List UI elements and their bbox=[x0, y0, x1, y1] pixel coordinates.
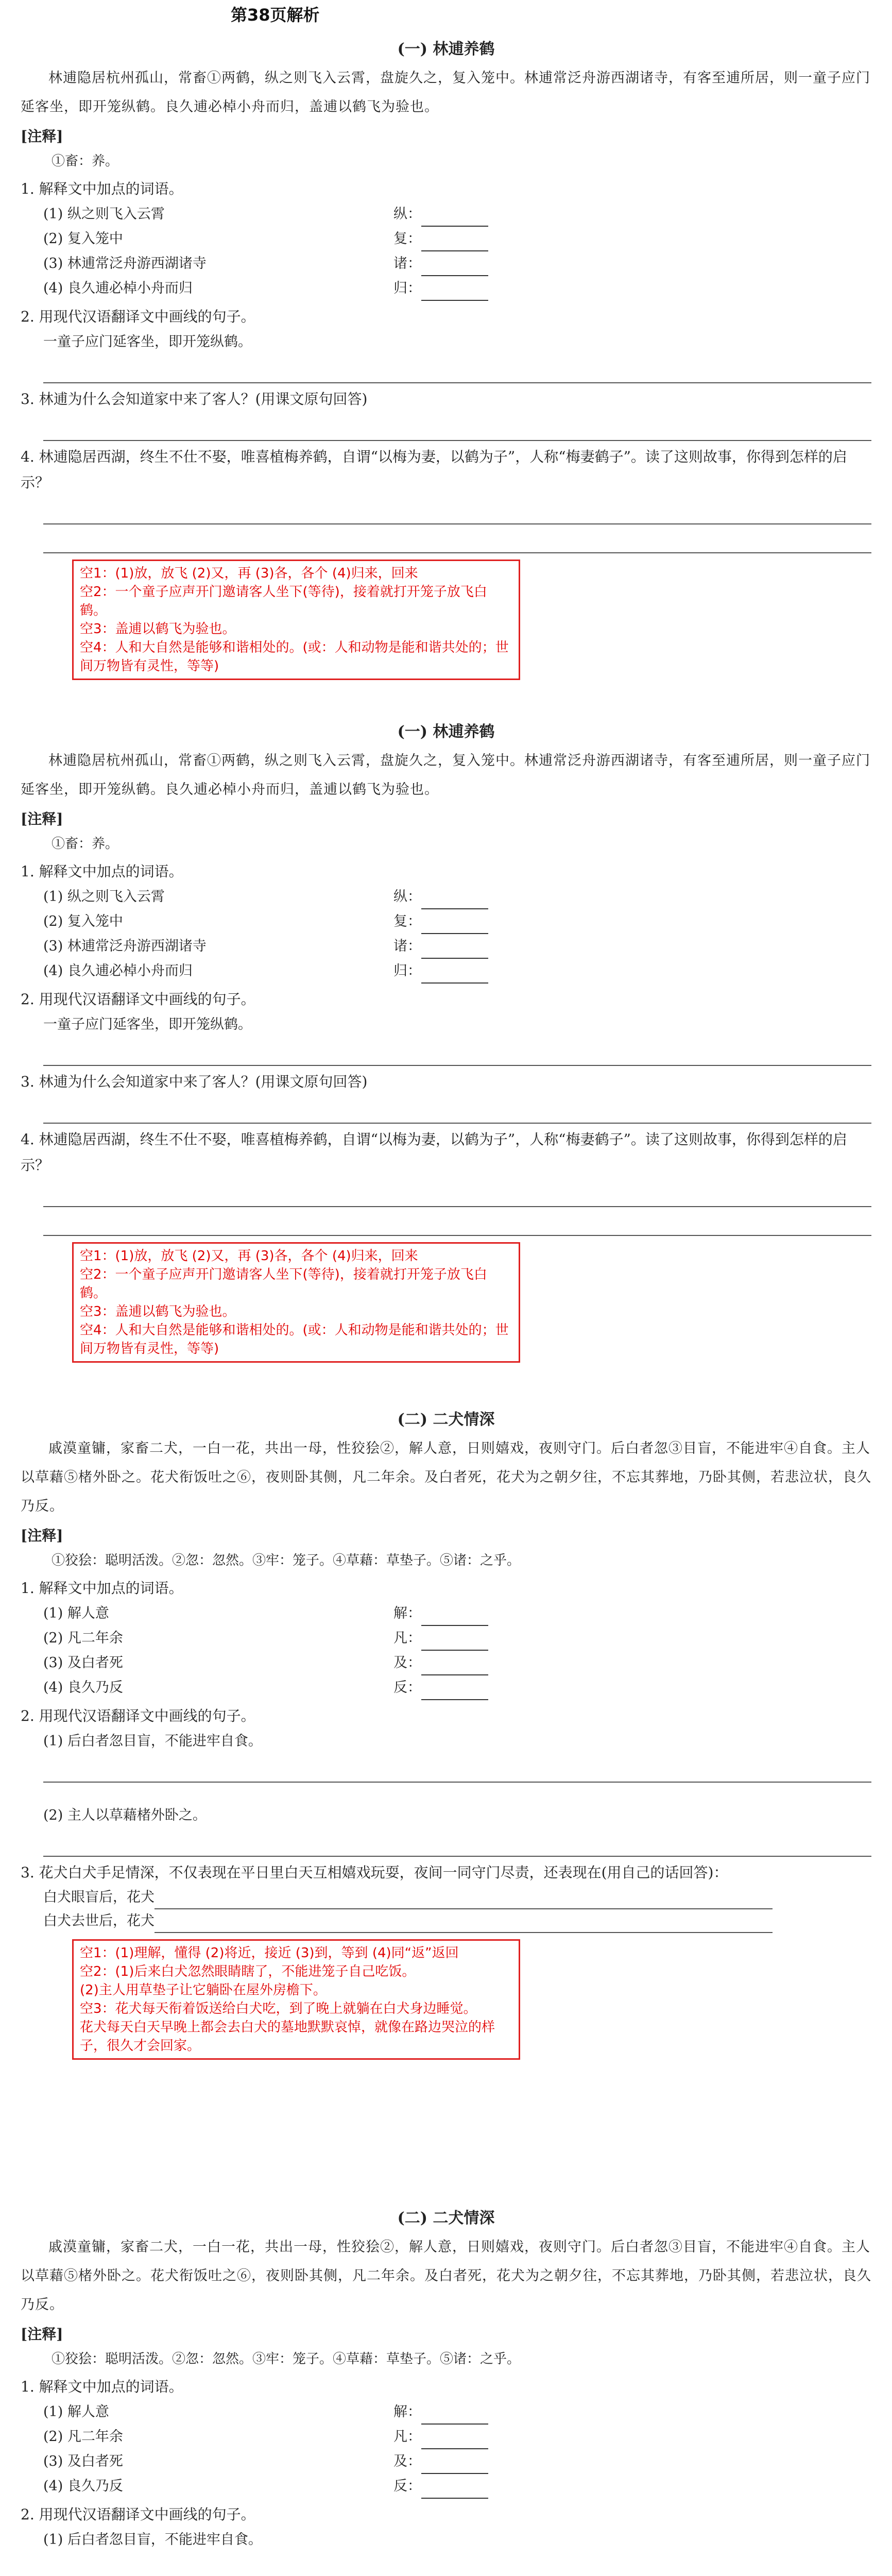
q1-item: (2) 凡二年余 凡： bbox=[21, 1626, 871, 1651]
q1-item: (2) 复入笼中 复： bbox=[21, 227, 871, 251]
section-two-dogs-a bbox=[21, 1406, 871, 2063]
page-title: 第38页解析 bbox=[231, 5, 320, 25]
answer-line[interactable] bbox=[43, 1754, 871, 1783]
answer-line[interactable] bbox=[43, 496, 871, 524]
q1-item: (2) 凡二年余 凡： bbox=[21, 2425, 871, 2449]
section-two-dogs-b bbox=[21, 2205, 871, 2576]
answer-line[interactable] bbox=[43, 524, 871, 553]
answer-line[interactable] bbox=[43, 354, 871, 383]
answer-line[interactable] bbox=[155, 1893, 773, 1909]
answer-line[interactable] bbox=[43, 1207, 871, 1236]
answer-box: 空1：(1)放，放飞 (2)又，再 (3)各，各个 (4)归来，回来 空2：一个童子应声开门邀请客人坐下(等待)，接着就打开笼子放飞白鹤。 空3：盖逋以鹤飞为验也。 空4：人和大自然是能够和谐相处的。(或：人和动物是能和谐共处的；世间万物皆有灵性，等等) bbox=[72, 560, 520, 680]
passage: 戚漠童镛，家畜二犬，一白一花，共出一母，性狡狯②，解人意，日则嬉戏，夜则守门。后白者忽③目盲，不能进牢④自食。主人以草藉⑤楮外卧之。花犬衔饭吐之⑥，夜则卧其侧，凡二年余。及白者死，花犬为之朝夕往，不忘其葬地，乃卧其侧，若悲泣状，良久乃反。 bbox=[21, 1440, 871, 1514]
answer-blank[interactable] bbox=[421, 284, 488, 301]
passage: 林逋隐居杭州孤山，常畜①两鹤，纵之则飞入云霄，盘旋久之，复入笼中。林逋常泛舟游西湖诸寺，有客至逋所居，则一童子应门延客坐，即开笼纵鹤。良久逋必棹小舟而归，盖逋以鹤飞为验也。 bbox=[21, 70, 870, 115]
answer-blank[interactable] bbox=[421, 1684, 488, 1700]
answer-line[interactable] bbox=[43, 1095, 871, 1124]
question-2: 2. 用现代汉语翻译文中画线的句子。 bbox=[21, 2506, 255, 2523]
note-label: [注释] bbox=[21, 128, 63, 145]
q2-sentence: 一童子应门延客坐，即开笼纵鹤。 bbox=[43, 1016, 252, 1032]
question-3: 3. 林逋为什么会知道家中来了客人？(用课文原句回答) bbox=[21, 1073, 368, 1090]
note: ①畜：养。 bbox=[52, 154, 119, 169]
answer-blank[interactable] bbox=[421, 235, 488, 251]
q3-line-a: 白犬眼盲后，花犬 bbox=[21, 1886, 871, 1909]
q1-item: (4) 良久逋必棹小舟而归 归： bbox=[21, 959, 871, 984]
answer-line[interactable] bbox=[43, 1828, 871, 1857]
question-1: 1. 解释文中加点的词语。 bbox=[21, 2378, 183, 2395]
q1-item: (1) 解人意 解： bbox=[21, 2400, 871, 2425]
q1-item: (3) 及白者死 及： bbox=[21, 2449, 871, 2474]
answer-blank[interactable] bbox=[421, 2482, 488, 2499]
answer-blank[interactable] bbox=[421, 967, 488, 984]
question-1: 1. 解释文中加点的词语。 bbox=[21, 863, 183, 880]
q1-item: (3) 及白者死 及： bbox=[21, 1651, 871, 1675]
answer-box: 空1：(1)理解，懂得 (2)将近，接近 (3)到，等到 (4)同“返”返回 空2：(1)后来白犬忽然眼睛瞎了，不能进笼子自己吃饭。 (2)主人用草垫子让它躺卧在屋外房檐下。 空3：花犬每天衔着饭送给白犬吃，到了晚上就躺在白犬身边睡觉。 花犬每天白天早晚上都会去白犬的墓地默默哀悼，就像在路边哭泣的样子，很久才会回家。 bbox=[72, 1939, 520, 2060]
answer-line[interactable] bbox=[43, 1178, 871, 1207]
question-4: 4. 林逋隐居西湖，终生不仕不娶，唯喜植梅养鹤，自谓“以梅为妻，以鹤为子”，人称“梅妻鹤子”。读了这则故事，你得到怎样的启示？ bbox=[21, 448, 847, 491]
section-lin-bu-a bbox=[21, 36, 871, 683]
q1-item: (2) 复入笼中 复： bbox=[21, 909, 871, 934]
q1-item: (4) 良久逋必棹小舟而归 归： bbox=[21, 276, 871, 301]
note-label: [注释] bbox=[21, 2326, 63, 2343]
passage: 戚漠童镛，家畜二犬，一白一花，共出一母，性狡狯②，解人意，日则嬉戏，夜则守门。后白者忽③目盲，不能进牢④自食。主人以草藉⑤楮外卧之。花犬衔饭吐之⑥，夜则卧其侧，凡二年余。及白者死，花犬为之朝夕往，不忘其葬地，乃卧其侧，若悲泣状，良久乃反。 bbox=[21, 2239, 871, 2313]
answer-line[interactable] bbox=[43, 1037, 871, 1066]
answer-blank[interactable] bbox=[421, 2458, 488, 2474]
note: ①狡狯：聪明活泼。②忽：忽然。③牢：笼子。④草藉：草垫子。⑤诸：之乎。 bbox=[52, 2351, 521, 2367]
answer-line[interactable] bbox=[155, 1917, 773, 1933]
answer-blank[interactable] bbox=[421, 210, 488, 227]
answer-blank[interactable] bbox=[421, 2408, 488, 2425]
answer-blank[interactable] bbox=[421, 1634, 488, 1651]
q1-item: (1) 解人意 解： bbox=[21, 1601, 871, 1626]
answer-box: 空1：(1)放，放飞 (2)又，再 (3)各，各个 (4)归来，回来 空2：一个童子应声开门邀请客人坐下(等待)，接着就打开笼子放飞白鹤。 空3：盖逋以鹤飞为验也。 空4：人和大自然是能够和谐相处的。(或：人和动物是能和谐共处的；世间万物皆有灵性，等等) bbox=[72, 1242, 520, 1363]
question-2: 2. 用现代汉语翻译文中画线的句子。 bbox=[21, 1707, 255, 1724]
answer-blank[interactable] bbox=[421, 2433, 488, 2449]
answer-blank[interactable] bbox=[421, 260, 488, 276]
question-3: 3. 林逋为什么会知道家中来了客人？(用课文原句回答) bbox=[21, 391, 368, 408]
q1-item: (4) 良久乃反 反： bbox=[21, 2474, 871, 2499]
passage: 林逋隐居杭州孤山，常畜①两鹤，纵之则飞入云霄，盘旋久之，复入笼中。林逋常泛舟游西湖诸寺，有客至逋所居，则一童子应门延客坐，即开笼纵鹤。良久逋必棹小舟而归，盖逋以鹤飞为验也。 bbox=[21, 753, 870, 798]
question-2: 2. 用现代汉语翻译文中画线的句子。 bbox=[21, 991, 255, 1008]
q1-item: (3) 林逋常泛舟游西湖诸寺 诸： bbox=[21, 934, 871, 959]
q1-item: (3) 林逋常泛舟游西湖诸寺 诸： bbox=[21, 251, 871, 276]
section-title: (一) 林逋养鹤 bbox=[397, 723, 495, 741]
answer-blank[interactable] bbox=[421, 942, 488, 959]
q3-line-b: 白犬去世后，花犬 bbox=[21, 1909, 871, 1933]
question-3: 3. 花犬白犬手足情深，不仅表现在平日里白天互相嬉戏玩耍，夜间一同守门尽责，还表现在(用自己的话回答)： bbox=[21, 1864, 728, 1881]
note-label: [注释] bbox=[21, 1527, 63, 1544]
question-1: 1. 解释文中加点的词语。 bbox=[21, 1580, 183, 1597]
q2-sentence-2: (2) 主人以草藉楮外卧之。 bbox=[43, 1807, 207, 1823]
q2-sentence-1: (1) 后白者忽目盲，不能进牢自食。 bbox=[43, 2532, 262, 2548]
note: ①狡狯：聪明活泼。②忽：忽然。③牢：笼子。④草藉：草垫子。⑤诸：之乎。 bbox=[52, 1553, 521, 1568]
note: ①畜：养。 bbox=[52, 836, 119, 852]
q1-item: (1) 纵之则飞入云霄 纵： bbox=[21, 202, 871, 227]
section-title: (二) 二犬情深 bbox=[397, 1411, 495, 1429]
question-2: 2. 用现代汉语翻译文中画线的句子。 bbox=[21, 308, 255, 325]
section-title: (二) 二犬情深 bbox=[397, 2209, 495, 2227]
question-1: 1. 解释文中加点的词语。 bbox=[21, 180, 183, 197]
q2-sentence-1: (1) 后白者忽目盲，不能进牢自食。 bbox=[43, 1733, 262, 1749]
section-lin-bu-b bbox=[21, 719, 871, 1366]
answer-line[interactable] bbox=[43, 2552, 871, 2576]
q1-item: (1) 纵之则飞入云霄 纵： bbox=[21, 885, 871, 909]
q2-sentence: 一童子应门延客坐，即开笼纵鹤。 bbox=[43, 334, 252, 350]
question-4: 4. 林逋隐居西湖，终生不仕不娶，唯喜植梅养鹤，自谓“以梅为妻，以鹤为子”，人称“梅妻鹤子”。读了这则故事，你得到怎样的启示？ bbox=[21, 1131, 847, 1174]
answer-blank[interactable] bbox=[421, 893, 488, 909]
note-label: [注释] bbox=[21, 810, 63, 827]
answer-blank[interactable] bbox=[421, 1609, 488, 1626]
q1-item: (4) 良久乃反 反： bbox=[21, 1675, 871, 1700]
section-title: (一) 林逋养鹤 bbox=[397, 40, 495, 58]
answer-blank[interactable] bbox=[421, 918, 488, 934]
answer-line[interactable] bbox=[43, 412, 871, 441]
answer-blank[interactable] bbox=[421, 1659, 488, 1675]
